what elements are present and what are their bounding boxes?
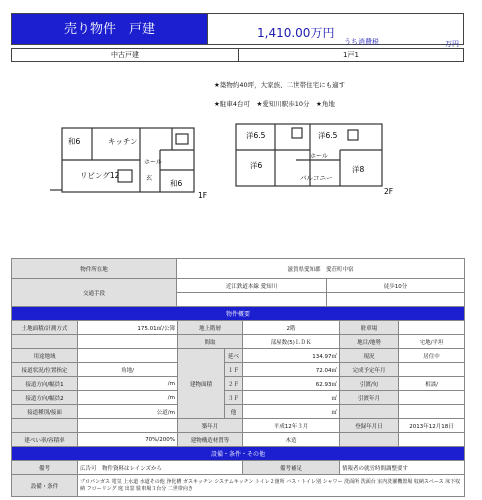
genkyo-value: 居住中 [399,349,465,363]
chiku-label: 築年月 [178,419,243,433]
kozo-value: 木造 [243,433,340,447]
location-table [11,258,465,279]
price-value: 1,410.00万円 [257,26,335,40]
floor-1f-label: 1F [198,191,208,200]
kozo-label: 建物構造材質等 [178,433,243,447]
chimoku-value: 宅地/平坦 [399,335,465,349]
setsudo-label: 接道状況/位置指定 [12,363,78,377]
shubetsu-label: 接道種別/接面 [12,405,78,419]
genkyo-label: 現況 [340,349,399,363]
tax-unit: 万円 [445,40,459,48]
touroku-value: 2013年12月18日 [399,419,465,433]
setsudo-value: 角地/ [78,363,178,377]
room-kitchen: キッチン [108,137,138,146]
room-yo6: 洋6 [250,161,263,170]
listing-title: 売り物件 戸建 [11,13,208,45]
nobe-value: 134.97㎡ [243,349,340,363]
hikiwatashi-label: 引渡/旬 [340,377,399,391]
property-type: 中古戸建 [12,49,239,61]
houkou1-value: /m [78,377,178,391]
other-label: 他 [225,405,243,419]
room-balcony: バルコニー [300,174,333,182]
room-hall: ホール [144,159,162,166]
other-value: ㎡ [243,405,340,419]
shubetsu-value: 公道/m [78,405,178,419]
f1-label: １Ｆ [225,363,243,377]
location-value: 滋賀県愛知郡 愛荘町中宿 [177,259,465,279]
kansei-label: 完成予定年月 [340,363,399,377]
property-layout: 1戸1 [343,51,359,59]
setsubi-label: 設備・条件 [12,475,78,497]
floors-label: 地上階層 [178,321,243,335]
feature-line: ★築物約40坪，大家族、二世帯住宅にも適す [214,81,346,89]
houkou2-label: 接道方向/幅員2 [12,391,78,405]
f3-label: ３Ｆ [225,391,243,405]
transport-table [11,278,465,307]
biko-hosoku-label: 備考補足 [243,461,340,475]
biko-label: 備考 [12,461,78,475]
youto-label: 用途地域 [12,349,78,363]
houkou1-label: 接道方向/幅員1 [12,377,78,391]
setsubi-value: プロパンガス 電気 上水道 水道その他 浄化槽 ガスキッチン システムキッチン トイレ２箇所 バス・トイレ別 シャワー 洗面所 洗面台 室内洗濯機置場 収納スペース 床下収納 フローリング 庭 出窓 駐車場３台分 二世帯向き [78,475,465,497]
kenpei-label: 建ぺい率/容積率 [12,433,78,447]
f3-value: ㎡ [243,391,340,405]
kenpei-value: 70%/200% [78,433,178,447]
floor-2f-label: 2F [384,187,394,196]
f1-value: 72.04㎡ [243,363,340,377]
touroku-label: 登録年月日 [340,419,399,433]
overview-table [11,306,465,497]
chimoku-label: 地目/地勢 [340,335,399,349]
parking-label: 駐車場 [340,321,399,335]
building-area-label: 建物面積 [178,349,225,419]
room-yo65b: 洋6.5 [318,131,338,140]
land-area-value: 175.01㎡/公簿 [78,321,178,335]
transport-line: 近江鉄道本線 愛知川 [177,279,327,293]
room-washitsu6b: 和6 [170,179,183,188]
room-hall2: ホール [310,153,328,160]
hikiwatashi-value: 相談/ [399,377,465,391]
room-genkan: 玄 [146,175,153,182]
biko-hosoku-value: 情報者の就労時間調整要す [340,461,465,475]
f2-label: ２Ｆ [225,377,243,391]
houkou2-value: /m [78,391,178,405]
room-washitsu6: 和6 [68,137,81,146]
room-living: リビング12 [80,171,120,180]
facilities-header: 設備・条件・その他 [12,447,465,461]
transport-walk: 徒歩10分 [327,279,465,293]
floors-value: 2階 [243,321,340,335]
transport-label: 交通手段 [12,279,177,307]
biko-value: 広告可 物件資料はレインズから [78,461,243,475]
madori-label: 間取 [178,335,243,349]
chiku-value: 平成12年３月 [243,419,340,433]
madori-value: 部屋数(5)ＬＤＫ [243,335,340,349]
hikiwatashi-nen-label: 引渡年月 [340,391,399,405]
overview-header: 物件概要 [12,307,465,321]
room-yo65a: 洋6.5 [246,131,266,140]
f2-value: 62.93㎡ [243,377,340,391]
tax-label: うち消費税 [344,38,379,46]
parking-value [399,321,465,335]
nobe-label: 延べ [225,349,243,363]
feature-line: ★駐車4台可 ★愛知川駅歩10分 ★角地 [214,100,335,108]
room-yo8: 洋8 [352,165,365,174]
location-label: 物件所在地 [12,259,177,279]
land-area-label: 土地面積/計測方式 [12,321,78,335]
